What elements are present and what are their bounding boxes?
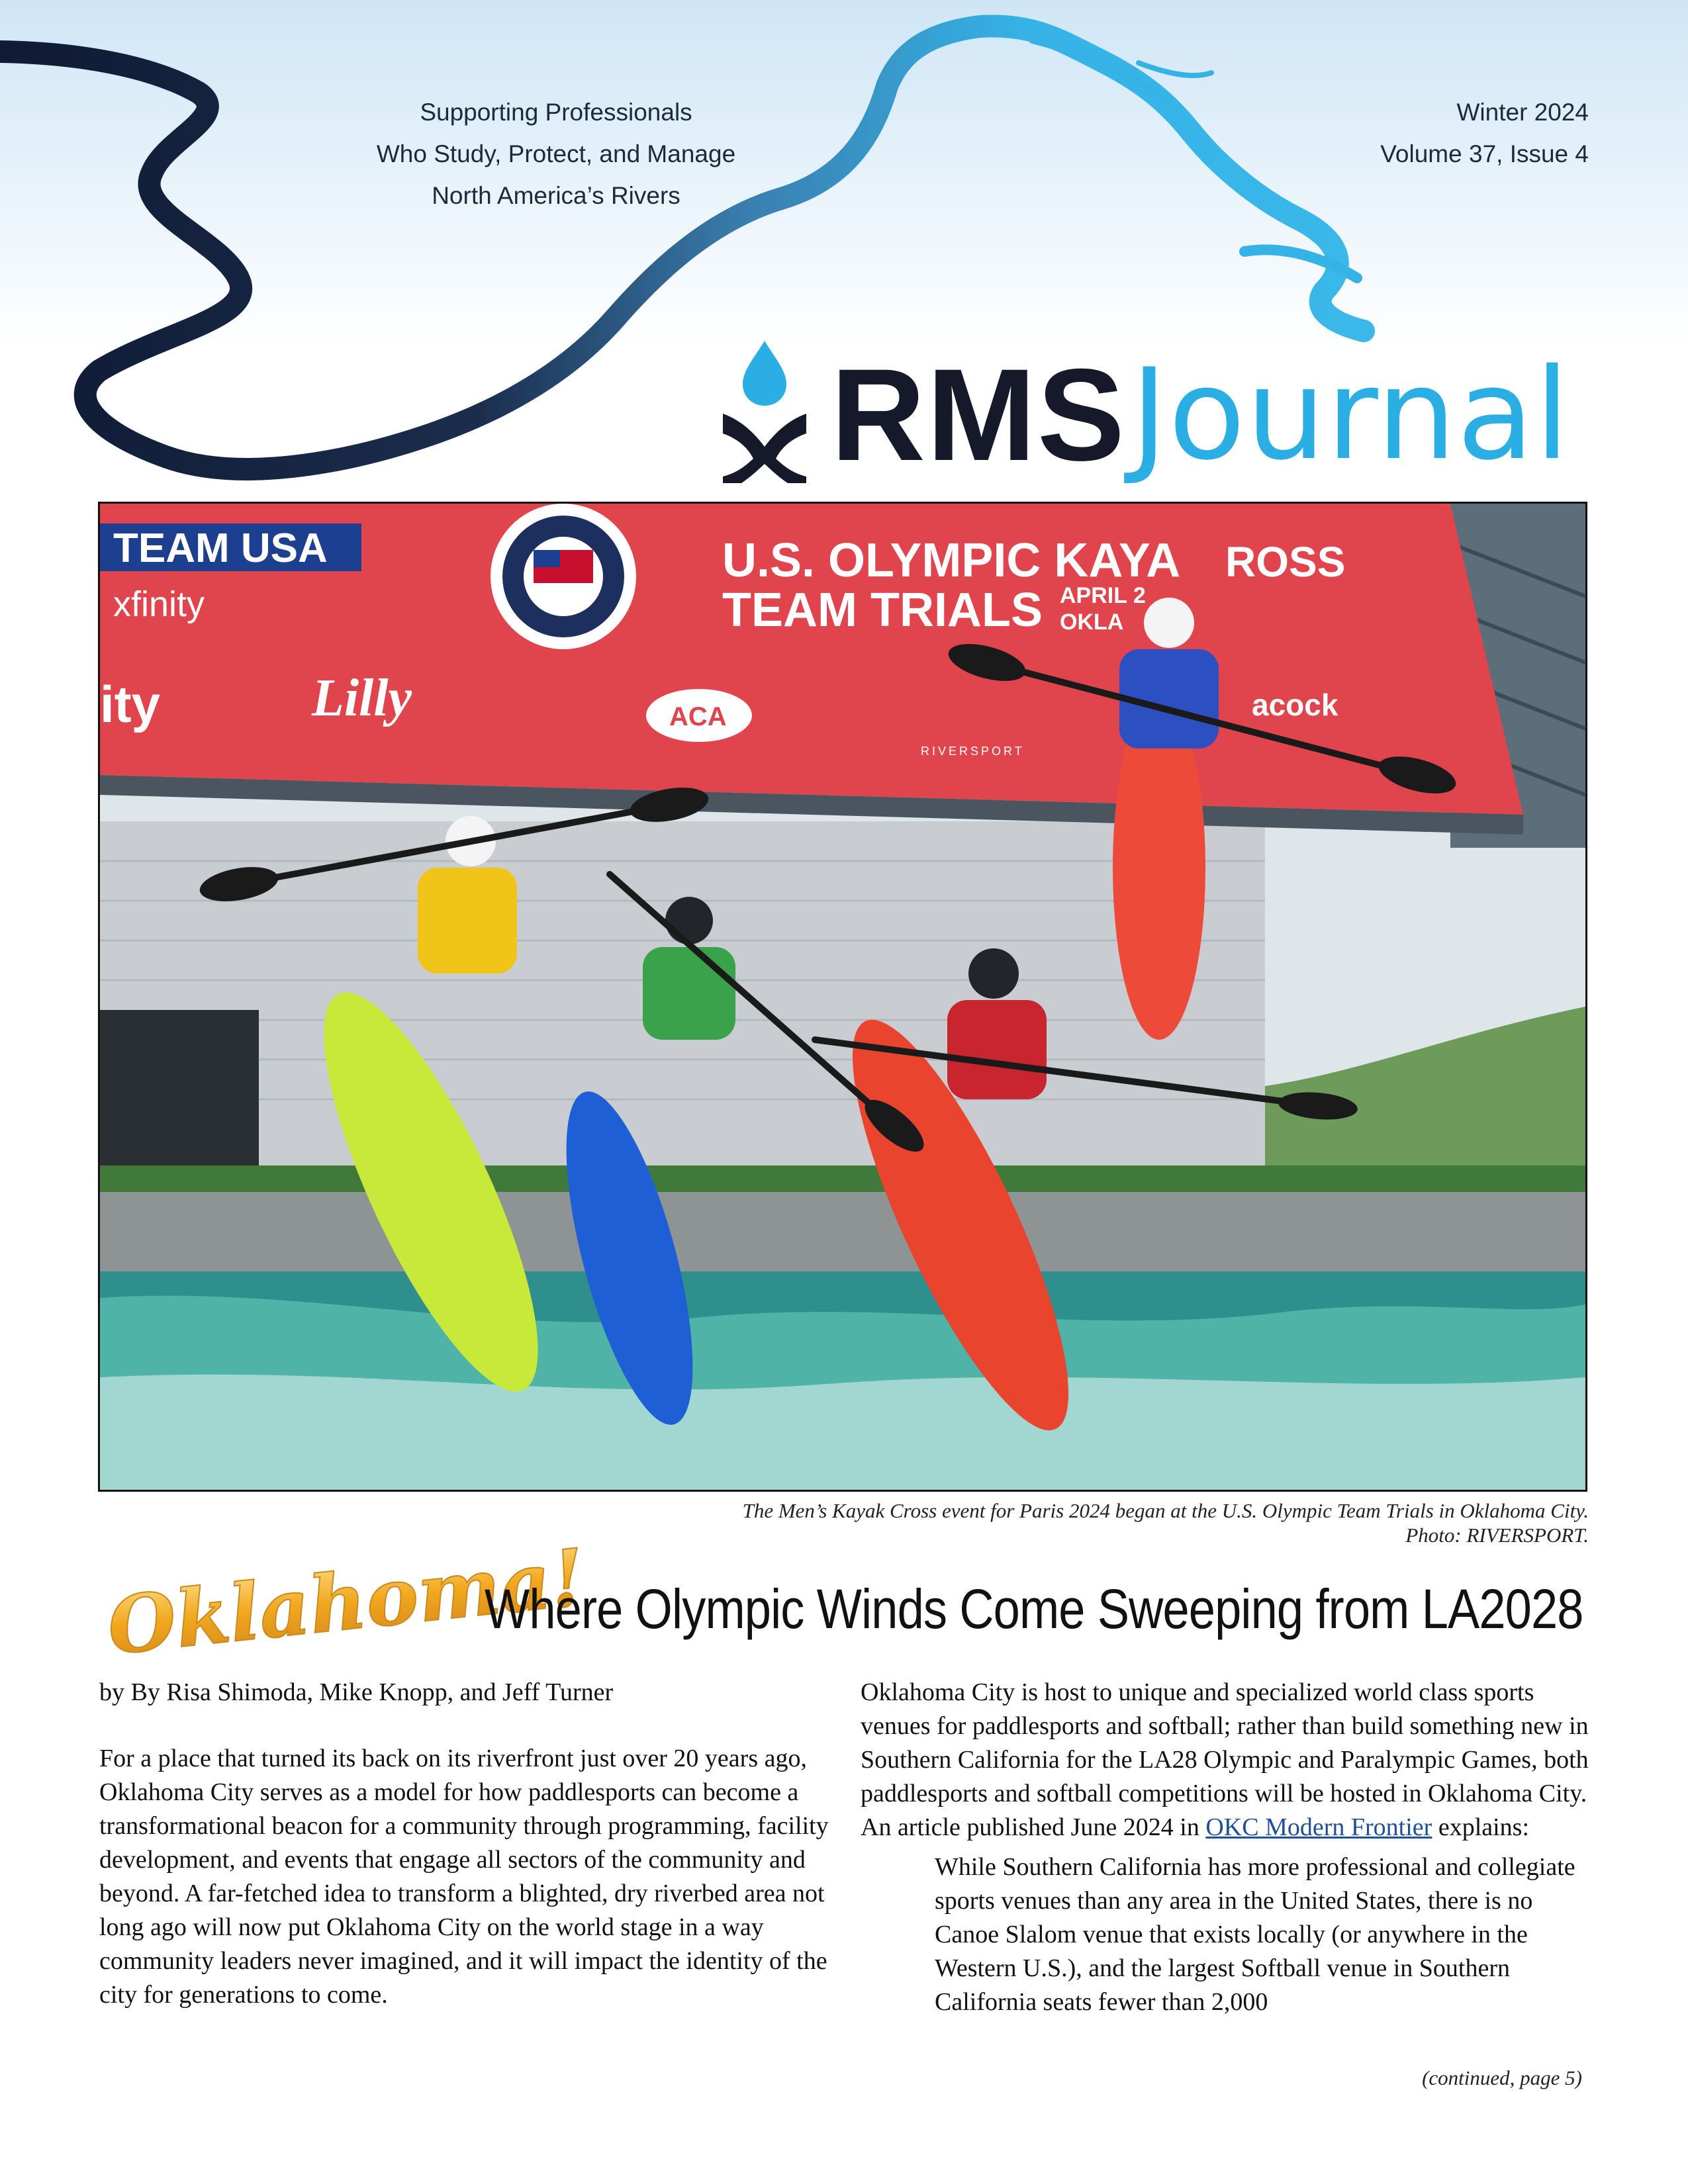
oklahoma-kicker-text: Oklahoma! bbox=[103, 1531, 590, 1672]
banner-sponsor-peacock: acock bbox=[1252, 688, 1338, 722]
banner-sponsor-aca: ACA bbox=[669, 702, 727, 731]
masthead-rms: RMS bbox=[831, 341, 1126, 488]
banner-sponsor-lilly: Lilly bbox=[312, 669, 412, 727]
banner-sponsor-riversport: RIVERSPORT bbox=[921, 745, 1025, 758]
okc-modern-frontier-link[interactable]: OKC Modern Frontier bbox=[1205, 1813, 1432, 1841]
banner-sponsor: xfinity bbox=[113, 584, 205, 624]
article-left-column bbox=[99, 1742, 831, 2012]
cover-photo bbox=[98, 502, 1587, 1492]
banner-title-1: U.S. OLYMPIC KAYA bbox=[722, 534, 1181, 587]
paragraph-text: explains: bbox=[1432, 1813, 1530, 1841]
banner-place: OKLA bbox=[1060, 610, 1124, 635]
banner-sponsor-ity: ity bbox=[100, 675, 161, 733]
article-right-column bbox=[861, 1676, 1589, 1844]
banner-team-usa: TEAM USA bbox=[113, 525, 328, 571]
tagline-line: North America’s Rivers bbox=[432, 182, 680, 209]
paragraph-text: Oklahoma City is host to unique and specialized world class sports venues for paddlesports and softball; rather than build something new in Southern California for the LA28 Olympic and Paralympic Games, both paddlesports and softball competitions will be hosted in Oklahoma City. An article published June 2024 in bbox=[861, 1678, 1589, 1841]
article-headline: Where Olympic Winds Come Sweeping from LA2028 bbox=[485, 1578, 1583, 1640]
article-paragraph bbox=[861, 1676, 1589, 1844]
photo-caption-text: The Men’s Kayak Cross event for Paris 2024 began at the U.S. Olympic Team Trials in Oklahoma City. bbox=[742, 1499, 1589, 1522]
tagline-line: Who Study, Protect, and Manage bbox=[376, 140, 736, 167]
oklahoma-kicker bbox=[101, 1531, 590, 1672]
banner-date: APRIL 2 bbox=[1060, 583, 1146, 608]
article-byline: by By Risa Shimoda, Mike Knopp, and Jeff Turner bbox=[99, 1678, 614, 1706]
masthead-journal: Journal bbox=[1131, 341, 1571, 488]
issue-volume: Volume 37, Issue 4 bbox=[1380, 140, 1589, 167]
photo-credit: Photo: RIVERSPORT. bbox=[1405, 1524, 1589, 1547]
banner-title-ross: ROSS bbox=[1225, 538, 1346, 586]
issue-info bbox=[1258, 91, 1589, 175]
article-blockquote: While Southern California has more professional and collegiate sports venues than any area in the United States, there is no Canoe Slalom venue that exists locally (or anywhere in the Western U.S.), and the largest Softball venue in Southern California seats fewer than 2,000 bbox=[935, 1853, 1575, 2016]
rms-logo-icon bbox=[715, 334, 814, 483]
tagline bbox=[344, 91, 768, 216]
banner-title-2: TEAM TRIALS bbox=[722, 584, 1043, 637]
tagline-line: Supporting Professionals bbox=[420, 99, 692, 126]
continued-note: (continued, page 5) bbox=[1422, 2066, 1582, 2089]
article-paragraph: For a place that turned its back on its riverfront just over 20 years ago, Oklahoma City serves as a model for how paddlesports can become a transformational beacon for a community through programming, facility development, and events that engage all sectors of the community and beyond. A far-fetched idea to transform a blighted, dry riverbed area not long ago will now put Oklahoma City on the world stage in a way community leaders never imagined, and it will impact the identity of the city for generations to come. bbox=[99, 1745, 829, 2009]
issue-season: Winter 2024 bbox=[1456, 99, 1589, 126]
